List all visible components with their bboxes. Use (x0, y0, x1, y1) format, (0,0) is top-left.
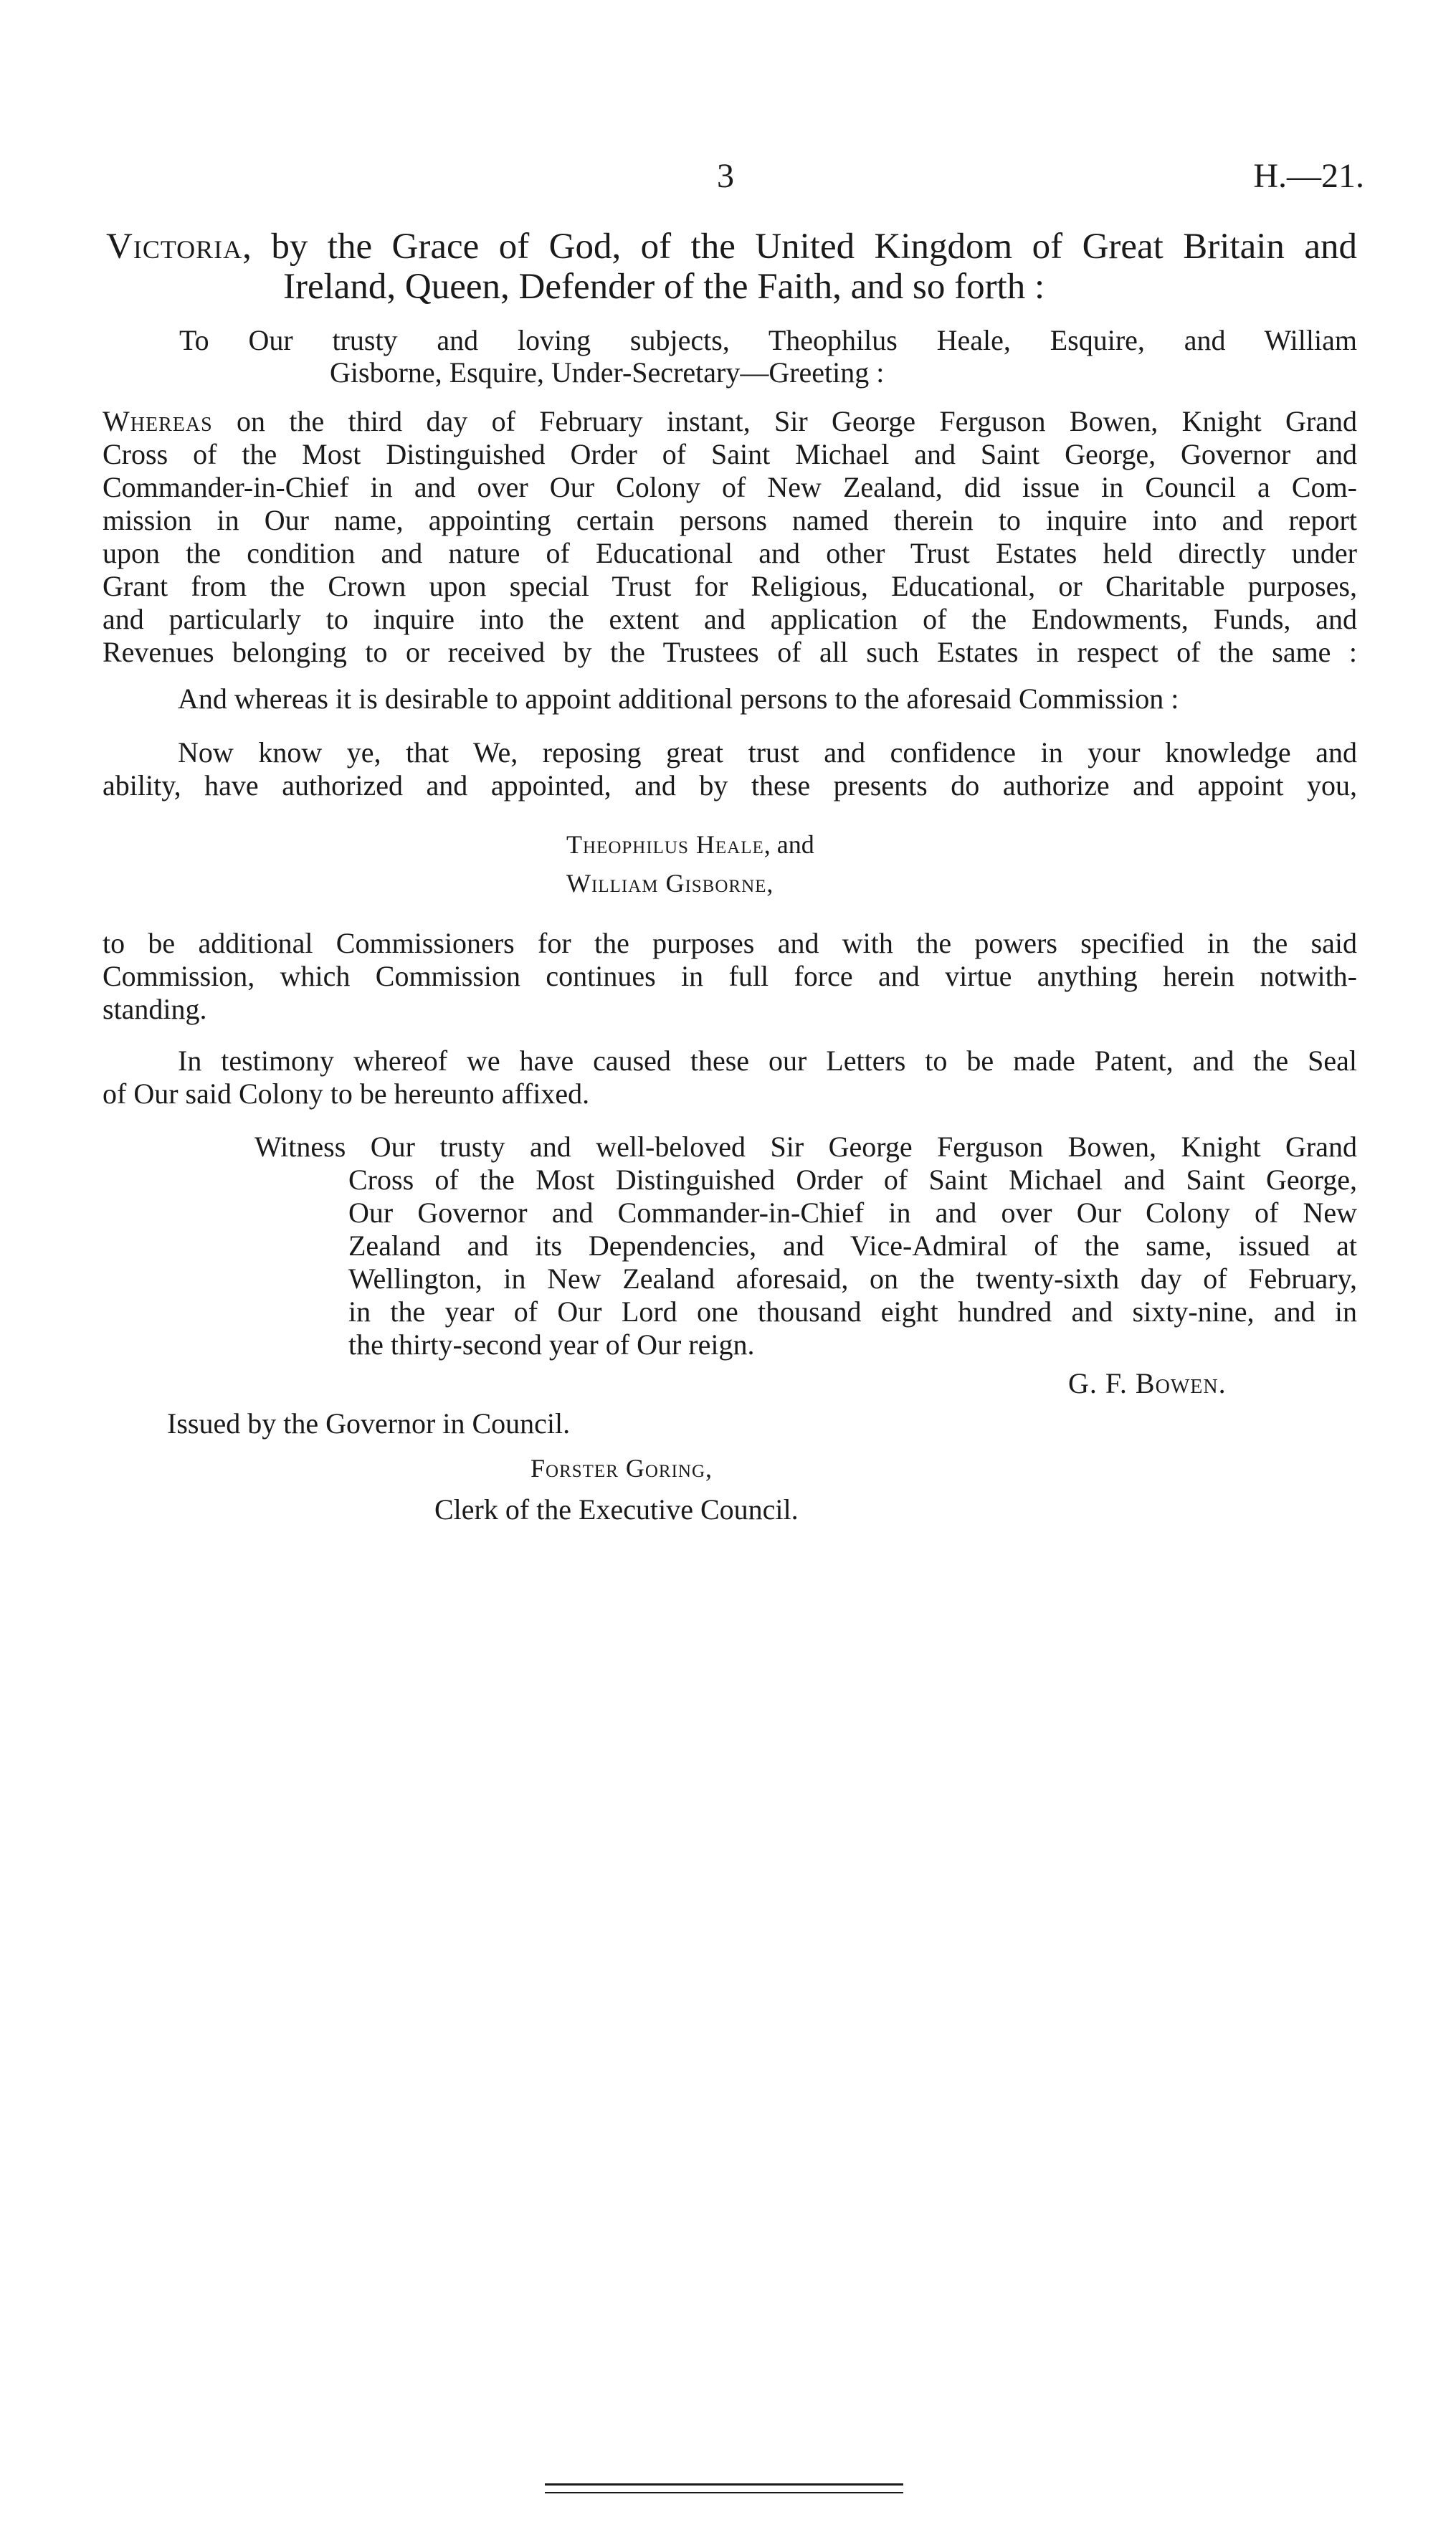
whereas-line-5: upon the condition and nature of Educational and other Trust Estates held directly under (103, 537, 1357, 569)
whereas-line-1-text: on the third day of February instant, Sir George Ferguson Bowen, Knight Grand (212, 405, 1357, 437)
whereas-line-1 (103, 407, 1357, 436)
and-whereas-paragraph: And whereas it is desirable to appoint additional persons to the aforesaid Commission : (178, 682, 1179, 715)
whereas-line-6: Grant from the Crown upon special Trust for Religious, Educational, or Charitable purposes, (103, 570, 1357, 602)
title-line-2: Ireland, Queen, Defender of the Faith, and so forth : (283, 267, 1045, 307)
witness-line-4: Zealand and its Dependencies, and Vice-Admiral of the same, issued at (348, 1229, 1357, 1262)
whereas-line-3: Commander-in-Chief in and over Our Colony of New Zealand, did issue in Council a Com- (103, 471, 1357, 503)
now-know-line-2: ability, have authorized and appointed, and by these presents do authorize and appoint you, (103, 769, 1357, 802)
to-be-line-3: standing. (103, 993, 207, 1025)
whereas-line-8: Revenues belonging to or received by the Trustees of all such Estates in respect of the same : (103, 636, 1357, 668)
appointee-1-suffix: , and (763, 830, 814, 859)
whereas-line-2: Cross of the Most Distinguished Order of Saint Michael and Saint George, Governor and (103, 438, 1357, 470)
clerk-title: Clerk of the Executive Council. (434, 1493, 799, 1526)
governor-signature: G. F. Bowen. (1068, 1367, 1227, 1399)
witness-line-3: Our Governor and Commander-in-Chief in and over Our Colony of New (348, 1197, 1357, 1229)
to-be-line-2: Commission, which Commission continues in full force and virtue anything herein notwith- (103, 960, 1357, 992)
title-line-1-text: , by the Grace of God, of the United Kingdom of Great Britain and (242, 227, 1357, 267)
address-line-1: To Our trusty and loving subjects, Theophilus Heale, Esquire, and William (179, 324, 1357, 356)
appointee-1-name: Theophilus Heale (566, 830, 764, 859)
whereas-line-7: and particularly to inquire into the extent and application of the Endowments, Funds, and (103, 603, 1357, 635)
closing-rule-thin (545, 2492, 903, 2493)
issued-by-line: Issued by the Governor in Council. (167, 1407, 571, 1440)
witness-line-1: Witness Our trusty and well-beloved Sir George Ferguson Bowen, Knight Grand (254, 1131, 1357, 1163)
address-line-2: Gisborne, Esquire, Under-Secretary—Greeting : (330, 356, 885, 389)
clerk-name-text: Forster Goring (530, 1454, 706, 1483)
whereas-line-4: mission in Our name, appointing certain persons named therein to inquire into and report (103, 504, 1357, 536)
witness-line-2: Cross of the Most Distinguished Order of Saint Michael and Saint George, (348, 1164, 1357, 1196)
clerk-name (530, 1455, 712, 1481)
testimony-line-1: In testimony whereof we have caused these our Letters to be made Patent, and the Seal (178, 1045, 1357, 1077)
appointee-2 (566, 870, 773, 896)
page-number: 3 (717, 157, 734, 195)
whereas-lead: Whereas (103, 405, 213, 437)
appointee-2-name: William Gisborne (566, 869, 767, 898)
clerk-name-suffix: , (705, 1454, 713, 1483)
title-line-1 (106, 226, 1357, 267)
witness-line-7: the thirty-second year of Our reign. (348, 1328, 755, 1361)
testimony-line-2: of Our said Colony to be hereunto affixed. (103, 1078, 590, 1110)
now-know-line-1: Now know ye, that We, reposing great trust and confidence in your knowledge and (178, 736, 1357, 769)
sovereign-name: Victoria (106, 227, 243, 267)
closing-rule-thick (545, 2483, 903, 2486)
appointee-1 (566, 832, 814, 857)
witness-line-6: in the year of Our Lord one thousand eight hundred and sixty-nine, and in (348, 1295, 1357, 1328)
witness-line-5: Wellington, in New Zealand aforesaid, on the twenty-sixth day of February, (348, 1262, 1357, 1295)
to-be-line-1: to be additional Commissioners for the purposes and with the powers specified in the said (103, 927, 1357, 959)
appointee-2-suffix: , (766, 869, 774, 898)
document-reference: H.—21. (1253, 157, 1364, 195)
